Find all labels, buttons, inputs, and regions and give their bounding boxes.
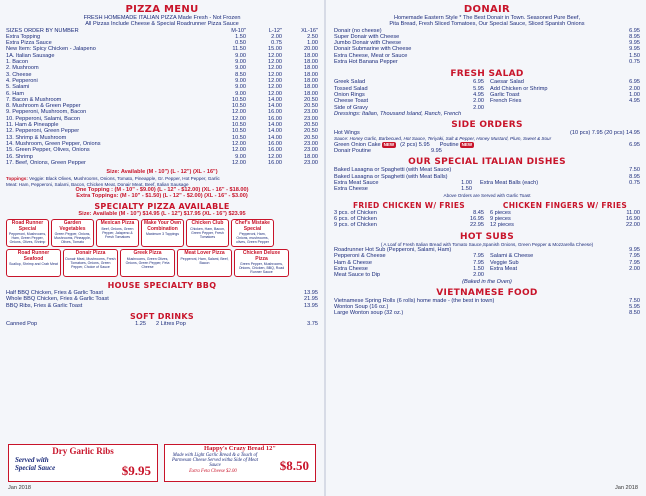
specialty-pizza-name: Greek Pizza — [133, 249, 162, 256]
item-name: Side of Gravy — [334, 104, 368, 111]
price-m: 12.00 — [232, 109, 246, 116]
item-price: 2.00 — [629, 265, 640, 272]
item-price: 11.00 — [626, 209, 640, 216]
item-price: 1.00 — [629, 91, 640, 98]
extra-toppings-prices: Extra Toppings: (M - 10" - $1.50) (L - 12" - $2.00) (XL - 16" - $3.00) — [76, 193, 248, 200]
specialty-pizza-desc: Pepperoni, Mushrooms, Ham, Green Pepper, Onions, Olives, Shrimp — [8, 232, 47, 245]
fried-chicken-title: FRIED CHICKEN W/ FRIES — [353, 200, 465, 210]
price-l: 12.00 — [268, 84, 282, 91]
price-m: 12.00 — [232, 115, 246, 122]
price-xl: 23.00 — [304, 159, 318, 166]
page-fold — [324, 0, 326, 496]
item-price: 22.00 — [626, 222, 640, 229]
item-price: 9.95 — [629, 40, 640, 47]
item-name: Extra Cheese — [334, 265, 368, 272]
item-name: Extra Hot Banana Pepper — [334, 59, 398, 66]
roadrunner-sub-price: 9.95 — [629, 247, 640, 254]
price-xl: 20.50 — [304, 128, 318, 135]
item-name: 9. Pepperoni, Mushroom, Bacon — [6, 109, 87, 116]
item-name: 2. Mushroom — [6, 65, 39, 72]
canned-pop-price: 1.25 — [135, 320, 146, 327]
item-name: Add Chicken or Shrimp — [490, 85, 548, 92]
price-m: 9.00 — [235, 65, 246, 72]
item-name: 4. Pepperoni — [6, 77, 38, 84]
item-price: 2.00 — [473, 98, 484, 105]
subs-left-list — [334, 253, 484, 278]
canned-pop: Canned Pop — [6, 320, 38, 327]
price-m: 9.00 — [235, 59, 246, 66]
chicken-columns — [334, 201, 640, 229]
item-price: 7.95 — [473, 253, 484, 260]
price-l: 12.00 — [268, 65, 282, 72]
subs-right-list — [490, 253, 640, 278]
left-date: Jan 2018 — [8, 485, 32, 491]
specialty-pizza-name: Make Your Own Combination — [143, 219, 182, 232]
promo-dry-garlic-ribs — [8, 444, 158, 482]
poutine-label: Poutine — [439, 141, 459, 148]
specialty-pizza-name: Road Runner Special — [11, 219, 44, 232]
price-l: 14.00 — [268, 96, 282, 103]
price-m: 12.00 — [232, 147, 246, 154]
promo-bread-price: $8.50 — [279, 458, 309, 473]
toppings-meat: Meat: Ham, Pepperoni, Salami, Bacon, Chicken Meat, Donair Meat, Beef, Italian Sausage — [6, 181, 189, 187]
price-m: 9.00 — [235, 77, 246, 84]
item-price: 16.95 — [470, 216, 484, 223]
item-name: 10. Pepperoni, Salami, Bacon — [6, 115, 81, 122]
price-m: 11.50 — [232, 46, 246, 53]
salad-columns — [334, 79, 640, 110]
hot-subs-subtitle: ( A Loaf of Fresh Italian Bread with Tomato Sauce,Spanish Onions, Green Pepper & Mozzarella Cheese) — [380, 241, 594, 247]
specialty-pizza-desc: Beef, Onions, Green Pepper, Jalapeno & Fresh Tomatoes — [101, 226, 134, 239]
hot-wings-price: (10 pcs) 7.95 (20 pcs) 14.95 — [570, 130, 640, 137]
two-litre-price: 3.75 — [307, 320, 318, 327]
price-xl: 20.50 — [304, 122, 318, 129]
specialty-pizza-desc: Mushrooms, Green Olives, Onions, Green Pepper, Feta Cheese — [125, 256, 170, 269]
new-badge-poutine: NEW — [461, 141, 473, 147]
new-badge-green-onion: NEW — [383, 141, 395, 147]
price-l: 12.00 — [268, 52, 282, 59]
price-l: 12.00 — [268, 90, 282, 97]
item-price: 8.50 — [629, 310, 640, 317]
promo-bread-desc: Made with Light Garlic Bread & a Touch of Parmesan Cheese Served witha Side of Meat Sauce — [171, 452, 259, 469]
promo-ribs-title: Dry Garlic Ribs — [52, 446, 114, 456]
specialty-pizza-desc: Pepperoni, Ham, Salami, Beef, Bacon — [180, 256, 229, 265]
left-column — [6, 4, 318, 492]
list-item — [490, 98, 640, 104]
salad-left-list — [334, 79, 484, 110]
item-name: Vietnamese Spring Rolls (6 rolls) home made - (the best in town) — [334, 297, 495, 304]
item-price: 5.95 — [629, 304, 640, 311]
item-name: Donair (no cheese) — [334, 27, 382, 34]
specialty-pizza-name: Mexican Pizza — [100, 219, 135, 226]
item-name: 14. Mushroom, Green Pepper, Onions — [6, 140, 101, 147]
item-name: Extra Pizza Sauce — [6, 40, 52, 47]
price-l: 14.00 — [268, 128, 282, 135]
green-onion-price: (2 pcs) 5.95 — [400, 141, 430, 148]
item-price: 9.95 — [629, 46, 640, 53]
price-m: 12.00 — [232, 159, 246, 166]
chicken-fingers-block — [490, 201, 640, 229]
item-name: 8. Mushroom & Green Pepper — [6, 103, 81, 110]
price-l: 14.00 — [268, 134, 282, 141]
promo-bread-title: Happy's Crazy Bread 12" — [204, 445, 276, 452]
price-xl: 1.00 — [307, 40, 318, 47]
price-l: 0.75 — [271, 40, 282, 47]
bbq-title: HOUSE SPECIALTY BBQ — [107, 280, 217, 290]
item-price: 13.95 — [304, 302, 318, 309]
item-name: Meat Sauce to Dip — [334, 272, 381, 279]
price-m: 0.50 — [235, 40, 246, 47]
pizza-header-label: SIZES ORDER BY NUMBER — [6, 27, 79, 34]
list-item — [334, 310, 640, 316]
price-xl: 20.50 — [304, 103, 318, 110]
donair-poutine-price: 9.95 — [431, 148, 442, 155]
toppings-label: Toppings: — [6, 176, 28, 182]
price-m: 10.50 — [232, 128, 246, 135]
salad-right-list — [490, 79, 640, 110]
roadrunner-sub-label: Roadrunner Hot Sub (Pepperoni, Salami, Ham) — [334, 247, 452, 254]
drinks-row — [6, 321, 318, 327]
item-name: Onion Rings — [334, 91, 365, 98]
promo-ribs-price: $9.95 — [121, 463, 151, 478]
fried-chicken-block — [334, 201, 484, 229]
promo-ribs-desc-1: Served with — [15, 456, 49, 464]
price-m: 8.50 — [235, 71, 246, 78]
price-l: 2.00 — [271, 33, 282, 40]
list-item — [334, 272, 484, 278]
hot-subs-title: HOT SUBS — [460, 231, 514, 242]
item-price: 6.95 — [629, 79, 640, 86]
list-item — [490, 222, 640, 228]
list-item — [334, 222, 484, 228]
specialty-pizza-desc: Scallop, Shrimp and Crab Meat — [9, 262, 58, 267]
item-name: Super Donair with Cheese — [334, 33, 400, 40]
price-l: 16.00 — [268, 115, 282, 122]
item-name: 7. Bacon & Mushroom — [6, 96, 62, 103]
list-item — [6, 160, 318, 166]
donair-subtitle-1: Homemade Eastern Style * The Best Donair in Town. Seasoned Pure Beef, — [393, 15, 581, 21]
item-name: Ham & Cheese — [334, 259, 372, 266]
item-price: 2.00 — [473, 272, 484, 279]
specialty-pizza-name: Chef's Mistake Special — [235, 219, 270, 232]
subs-columns — [334, 253, 640, 278]
price-m: 9.00 — [235, 153, 246, 160]
item-name: 11. Ham & Pineapple — [6, 122, 59, 129]
donair-title: DONAIR — [463, 4, 511, 15]
italian-title: OUR SPECIAL ITALIAN DISHES — [408, 157, 566, 168]
price-xl: 18.00 — [304, 71, 318, 78]
list-item — [334, 59, 640, 65]
baked-note: (Baked in the Oven) — [462, 278, 512, 285]
item-price: 5.95 — [473, 85, 484, 92]
item-name: Extra Meat — [490, 265, 518, 272]
item-name: 15. Green Pepper, Olives, Onions — [6, 147, 90, 154]
item-name: 16. Shrimp — [6, 153, 34, 160]
price-xl: 23.00 — [304, 115, 318, 122]
pizza-header-xl: XL-16" — [301, 27, 318, 34]
item-price: 1.50 — [473, 265, 484, 272]
item-name: Pepperoni & Cheese — [334, 253, 386, 260]
item-price: 7.50 — [629, 297, 640, 304]
price-m: 9.00 — [235, 52, 246, 59]
pizza-subtitle-2: All Pizzas Include Cheese & Special Roadrunner Pizza Sauce — [85, 21, 239, 28]
salad-title: FRESH SALAD — [450, 69, 524, 80]
item-name: 12. Pepperoni, Green Pepper — [6, 128, 80, 135]
specialty-pizza-card — [96, 219, 139, 247]
price-l: 12.00 — [268, 71, 282, 78]
specialty-title: SPECIALTY PIZZA AVAILABLE — [94, 201, 230, 211]
specialty-grid — [6, 219, 318, 277]
specialty-pizza-name: Donair Pizza — [75, 249, 106, 256]
item-name: BBQ Ribs, Fries & Garlic Toast — [6, 302, 83, 309]
item-name: Tossed Salad — [334, 85, 368, 92]
specialty-pizza-name: Chicken Club — [191, 219, 224, 226]
bbq-list — [6, 290, 318, 309]
item-price: 22.95 — [470, 222, 484, 229]
extra-meat-sauce-price: 1.00 — [461, 179, 472, 186]
item-name: Half BBQ Chicken, Fries & Garlic Toast — [6, 289, 103, 296]
item-name: 3. Cheese — [6, 71, 32, 78]
item-name: 6 pcs. of Chicken — [334, 216, 377, 223]
item-price: 21.95 — [304, 296, 318, 303]
list-item — [334, 105, 484, 111]
list-item — [6, 303, 318, 309]
specialty-pizza-card — [51, 219, 94, 247]
price-l: 12.00 — [268, 77, 282, 84]
toppings-block — [6, 176, 318, 187]
price-l: 16.00 — [268, 147, 282, 154]
sides-title: SIDE ORDERS — [451, 120, 523, 131]
item-name: 3 pcs. of Chicken — [334, 209, 377, 216]
vietnamese-title: VIETNAMESE FOOD — [436, 287, 538, 298]
one-topping-prices: One Topping : (M - 10" - $9.00) (L - 12" - $12.00) (XL - 16" - $18.00) — [75, 187, 249, 194]
price-m: 12.00 — [232, 140, 246, 147]
right-date: Jan 2018 — [614, 485, 638, 491]
item-price: 7.95 — [629, 259, 640, 266]
green-onion-label: Green Onion Cake — [334, 141, 381, 148]
item-price: 8.95 — [629, 33, 640, 40]
extra-meat-balls-price: 0.75 — [629, 179, 640, 186]
poutine-price: 6.95 — [629, 141, 640, 148]
price-xl: 18.00 — [304, 84, 318, 91]
specialty-pizza-card — [120, 249, 175, 277]
item-name: 12 pieces — [490, 222, 514, 229]
item-name: Extra Topping — [6, 33, 41, 40]
specialty-pizza-desc: Green Pepper, Mushrooms, Onions, Chicken, BBQ, Road Runner Sauce — [238, 262, 285, 275]
specialty-sizes: Size: Available (M - 10") $14.95 (L - 12") $17.95 (XL - 16") $23.95 — [78, 210, 246, 217]
list-item — [490, 266, 640, 272]
price-xl: 23.00 — [304, 109, 318, 116]
item-price: 2.00 — [473, 104, 484, 111]
specialty-pizza-name: Road Runner Seafood — [17, 249, 50, 262]
item-price: 6.95 — [629, 27, 640, 34]
pizza-sizes: Size: Available (M - 10") (L - 12") (XL - 16") — [106, 169, 218, 176]
pizza-header-m: M-10" — [231, 27, 246, 34]
specialty-pizza-card — [63, 249, 118, 277]
item-name: Greek Salad — [334, 79, 366, 86]
price-xl: 18.00 — [304, 52, 318, 59]
specialty-pizza-name: Chicken Deluxe Pizza — [242, 249, 281, 262]
item-name: 1. Bacon — [6, 59, 29, 66]
price-xl: 18.00 — [304, 153, 318, 160]
two-litre-pop: 2 Litres Pop — [156, 320, 186, 327]
price-m: 10.50 — [232, 96, 246, 103]
price-m: 10.50 — [232, 134, 246, 141]
specialty-pizza-card — [6, 219, 49, 247]
price-l: 15.00 — [268, 46, 282, 53]
item-name: Baked Lasagna or Spaghetti (with Meat Balls) — [334, 173, 448, 180]
item-name: Donair Submarine with Cheese — [334, 46, 412, 53]
item-name: Wonton Soup (16 oz.) — [334, 304, 389, 311]
item-price: 8.45 — [473, 209, 484, 216]
item-name: Garlic Toast — [490, 91, 520, 98]
price-xl: 23.00 — [304, 140, 318, 147]
price-l: 16.00 — [268, 109, 282, 116]
item-price: 8.95 — [629, 173, 640, 180]
price-l: 12.00 — [268, 59, 282, 66]
item-name: 1A. Italian Sausage — [6, 52, 55, 59]
item-name: 13. Shrimp & Mushroom — [6, 134, 67, 141]
price-m: 9.00 — [235, 90, 246, 97]
extra-cheese: Extra Cheese — [334, 186, 368, 193]
toppings-veggie: Veggie: Black Olives, Mushrooms, Onions, Tomato, Pineapple, Gr. Pepper, Hot Pepper, Garlic — [29, 176, 220, 182]
item-price: 1.50 — [629, 52, 640, 59]
item-name: Large Wonton soup (32 oz.) — [334, 310, 404, 317]
wings-sauce-note: Sauce: Honey Garlic, Barbecued, Hot Sauce, Teriyaki, Salt & Pepper, Honey Mustard, Plum, Sweet & Sour — [334, 136, 552, 142]
item-name: Veggie Sub — [490, 259, 519, 266]
promo-ribs-desc-2: Special Sauce — [15, 464, 56, 472]
donair-subtitle-2: Pita Bread, Fresh Sliced Tomatoes, Our Special Sauce, Sliced Spanish Onions — [389, 21, 585, 28]
specialty-pizza-desc: Maximum 3 Toppings — [145, 232, 179, 237]
item-name: Salami & Cheese — [490, 253, 534, 260]
donair-list — [334, 28, 640, 66]
item-name: 9 pieces — [490, 216, 511, 223]
specialty-pizza-card — [231, 219, 274, 247]
promo-crazy-bread — [164, 444, 316, 482]
item-price: 4.95 — [629, 98, 640, 105]
specialty-pizza-card — [186, 219, 229, 247]
price-m: 9.00 — [235, 84, 246, 91]
donair-poutine-label: Donair Poutine — [334, 148, 372, 155]
price-m: 1.50 — [235, 33, 246, 40]
price-xl: 18.00 — [304, 77, 318, 84]
specialty-pizza-desc: Green Pepper, Onions, Mushrooms, Pineapple, Olives, Tomato — [54, 232, 91, 245]
price-l: 16.00 — [268, 140, 282, 147]
hot-wings-label: Hot Wings — [334, 130, 360, 137]
price-xl: 20.00 — [304, 46, 318, 53]
price-xl: 20.50 — [304, 134, 318, 141]
item-name: Caesar Salad — [490, 79, 524, 86]
drinks-title: SOFT DRINKS — [129, 311, 194, 321]
item-name: Baked Lasagna or Spaghetti (with Meat Sauce) — [334, 167, 452, 174]
item-name: Cheese Toast — [334, 98, 369, 105]
item-name: 9 pcs. of Chicken — [334, 222, 377, 229]
donair-poutine-row — [334, 148, 640, 154]
item-name: Jumbo Donair with Cheese — [334, 40, 402, 47]
item-name: French Fries — [490, 98, 522, 105]
item-price: 6.95 — [473, 79, 484, 86]
specialty-pizza-desc: Donair Meat, Mushrooms, Fresh Tomatoes, Onions, Green Pepper, Choice of Sauce — [65, 256, 116, 269]
right-column — [334, 4, 640, 492]
fried-chicken-list — [334, 210, 484, 229]
item-price: 13.95 — [304, 289, 318, 296]
price-xl: 2.50 — [307, 33, 318, 40]
price-l: 16.00 — [268, 159, 282, 166]
promo-bread-extra: Extra Feta Cheese $2.00 — [189, 468, 237, 474]
extra-cheese-price: 1.50 — [461, 186, 472, 193]
item-price: 7.95 — [629, 253, 640, 260]
vietnamese-list — [334, 298, 640, 317]
item-price: 7.95 — [473, 259, 484, 266]
item-name: 6 pieces — [490, 209, 511, 216]
item-name: Extra Cheese, Meat or Sauce — [334, 52, 408, 59]
specialty-pizza-name: Garden Vegetables — [59, 219, 86, 232]
chicken-fingers-list — [490, 210, 640, 229]
item-name: 17. Beef, Onions, Green Pepper — [6, 159, 86, 166]
price-xl: 18.00 — [304, 65, 318, 72]
pizza-price-list — [6, 34, 318, 166]
item-name: New Item: Spicy Chicken - Jalapeno — [6, 46, 96, 53]
pizza-subtitle-1: FRESH HOMEMADE ITALIAN PIZZA Made Fresh - Not Frozen — [83, 15, 241, 21]
specialty-pizza-card — [234, 249, 289, 277]
pizza-header-l: L-12" — [268, 27, 282, 34]
item-name: Whole BBQ Chicken, Fries & Garlic Toast — [6, 296, 109, 303]
item-price: 2.00 — [629, 85, 640, 92]
specialty-pizza-card — [141, 219, 184, 247]
price-l: 12.00 — [268, 153, 282, 160]
price-xl: 23.00 — [304, 147, 318, 154]
item-name: 5. Salami — [6, 84, 30, 91]
chicken-fingers-title: CHICKEN FINGERS W/ FRIES — [502, 200, 628, 210]
specialty-pizza-desc: Chicken, Ham, Bacon, Green Pepper, Fresh Tomatoes — [190, 226, 225, 239]
pizza-menu-title: PIZZA MENU — [125, 4, 199, 15]
price-m: 10.50 — [232, 122, 246, 129]
item-price: 16.90 — [626, 216, 640, 223]
item-name: 6. Ham — [6, 90, 25, 97]
specialty-pizza-desc: Pepperoni, Ham, Onions, mushrooms, olives, Green Pepper — [236, 232, 269, 245]
specialty-pizza-card — [177, 249, 232, 277]
specialty-pizza-card — [6, 249, 61, 277]
item-price: 7.50 — [629, 167, 640, 174]
salad-dressings: Dressings: Italian, Thousand Island, Ranch, French — [334, 110, 462, 117]
price-l: 14.00 — [268, 122, 282, 129]
specialty-pizza-name: Meat Lover Pizza — [184, 249, 225, 256]
price-xl: 18.00 — [304, 59, 318, 66]
price-xl: 18.00 — [304, 90, 318, 97]
price-l: 14.00 — [268, 103, 282, 110]
price-m: 10.50 — [232, 103, 246, 110]
extra-meat-sauce: Extra Meat Sauce — [334, 179, 379, 186]
extra-meat-balls: Extra Meat Balls (each) — [480, 179, 539, 186]
price-xl: 20.50 — [304, 96, 318, 103]
green-onion-row — [334, 142, 640, 148]
italian-list — [334, 167, 640, 180]
item-price: 4.95 — [473, 91, 484, 98]
italian-note: Above Orders are Served with Garlic Toast — [443, 192, 531, 198]
item-price: 0.75 — [629, 59, 640, 66]
